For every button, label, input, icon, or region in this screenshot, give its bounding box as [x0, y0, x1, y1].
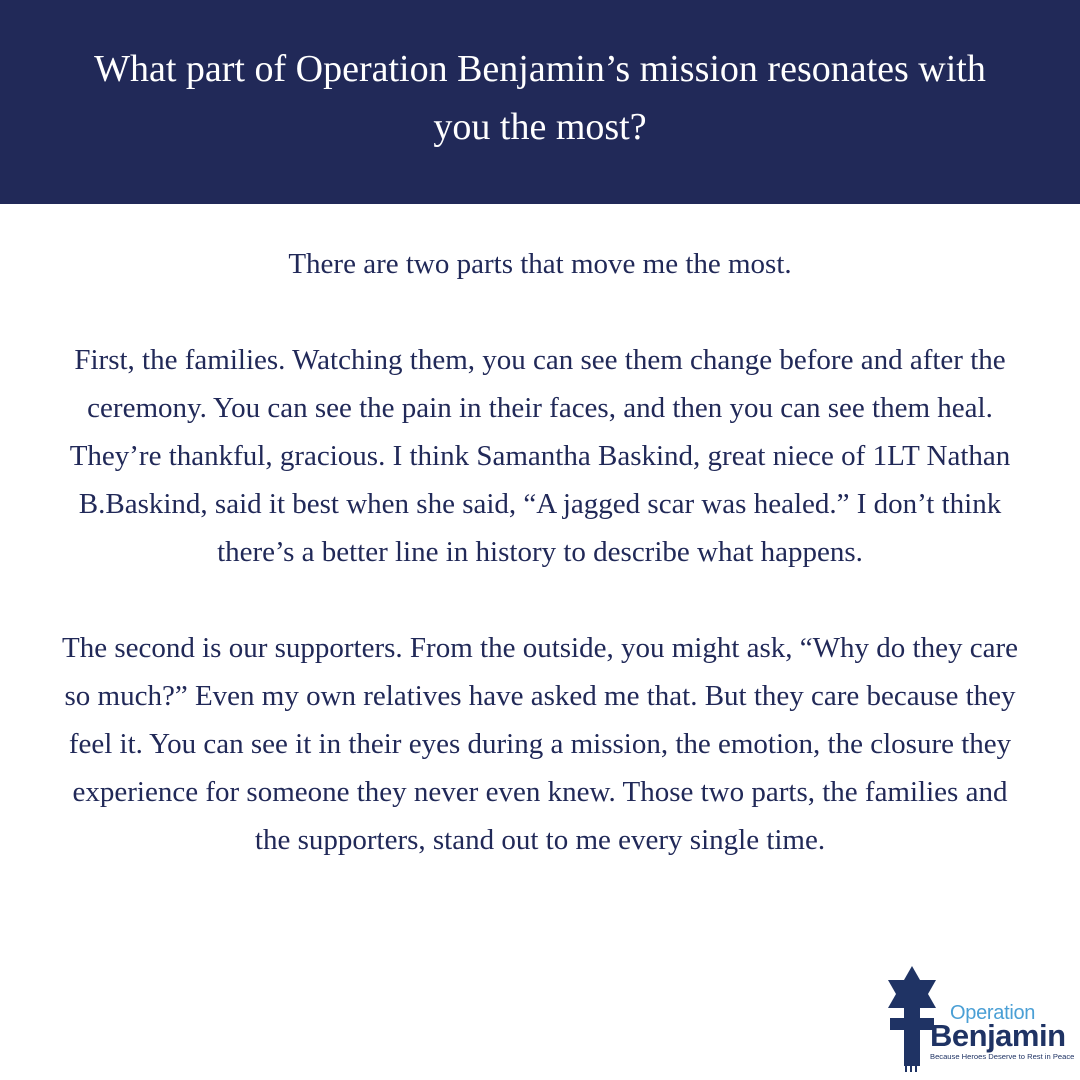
logo-operation-text: Operation [950, 1002, 1036, 1024]
paragraph-intro: There are two parts that move me the most. [288, 248, 792, 280]
paragraph-families: First, the families. Watching them, you can see them change before and after the ceremony. You can see the pain in their faces, and then you can see them heal. They’re thankful, gracious. I think Samantha Baskind, great niece of 1LT Nathan B.Baskind, said it best when she said, “A jagged scar was healed.” I don’t think there’s a better line in history to describe what happens. [69, 344, 1011, 568]
logo-tagline: Because Heroes Deserve to Rest in Peace [930, 1052, 1075, 1061]
logo-benjamin-text: Benjamin [930, 1018, 1066, 1053]
operation-benjamin-logo [878, 962, 1078, 1074]
page-title: What part of Operation Benjamin’s mission resonates with you the most? [94, 48, 986, 148]
quote-body [60, 240, 1020, 864]
header-banner [0, 0, 1080, 204]
paragraph-supporters: The second is our supporters. From the outside, you might ask, “Why do they care so much?” Even my own relatives have asked me that. But they care because they feel it. You can see it in their eyes during a mission, the emotion, the closure they experience for someone they never even knew. Those two parts, the families and the supporters, stand out to me every single time. [62, 632, 1018, 856]
